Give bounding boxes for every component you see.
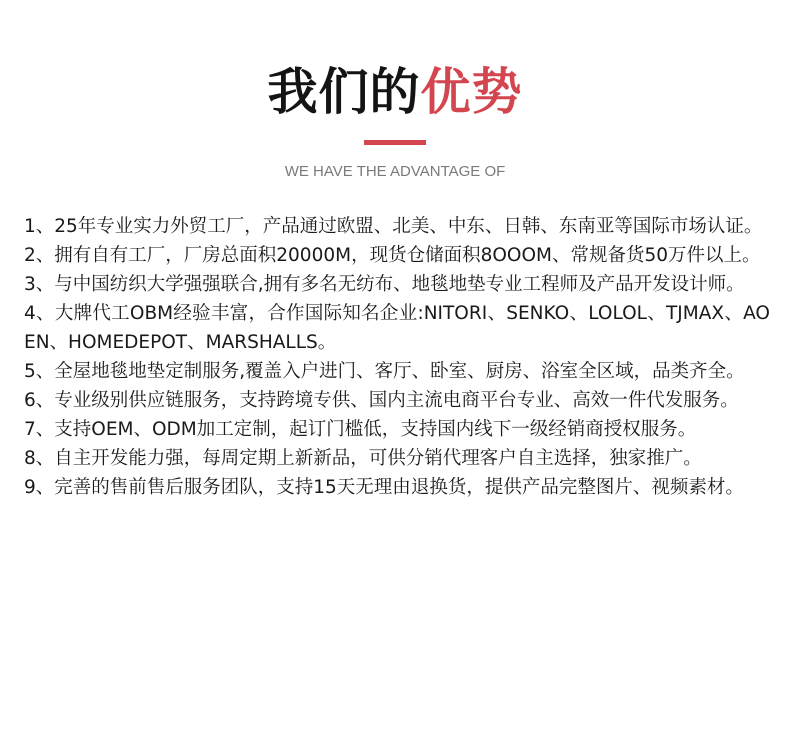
advantage-item: 4、大牌代工OBM经验丰富，合作国际知名企业:NITORI、SENKO、LOLOL、TJMAX、AOEN、HOMEDEPOT、MARSHALLS。 <box>24 303 770 353</box>
advantage-item: 5、全屋地毯地垫定制服务,覆盖入户进门、客厅、卧室、厨房、浴室全区域，品类齐全。 <box>24 361 745 382</box>
section-title <box>0 60 790 124</box>
advantage-item: 7、支持OEM、ODM加工定制，起订门槛低，支持国内线下一级经销商授权服务。 <box>24 419 697 440</box>
title-divider <box>364 140 426 145</box>
advantage-item: 6、专业级别供应链服务，支持跨境专供、国内主流电商平台专业、高效一件代发服务。 <box>24 390 739 411</box>
advantage-item: 2、拥有自有工厂，厂房总面积20000M，现货仓储面积8OOOM、常规备货50万件以上。 <box>24 245 761 266</box>
advantage-item: 1、25年专业实力外贸工厂，产品通过欧盟、北美、中东、日韩、东南亚等国际市场认证。 <box>24 216 763 237</box>
section-subtitle: WE HAVE THE ADVANTAGE OF <box>284 163 506 180</box>
advantage-item: 9、完善的售前售后服务团队，支持15天无理由退换货，提供产品完整图片、视频素材。 <box>24 477 744 498</box>
advantage-item: 8、自主开发能力强，每周定期上新新品，可供分销代理客户自主选择，独家推广。 <box>24 448 702 469</box>
advantage-item: 3、与中国纺织大学强强联合,拥有多名无纺布、地毯地垫专业工程师及产品开发设计师。 <box>24 274 745 295</box>
advantage-list <box>24 212 770 502</box>
section-title-accent: 优势 <box>420 63 523 121</box>
section-title-main: 我们的 <box>267 63 421 121</box>
